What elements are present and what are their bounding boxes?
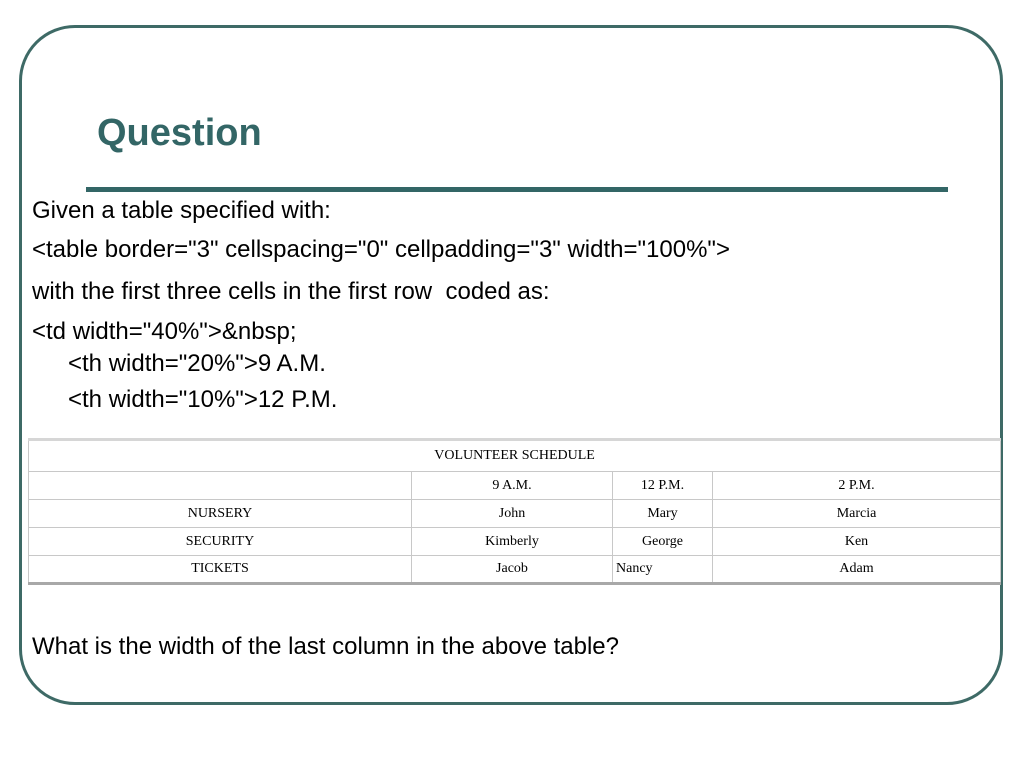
text-line-6: <th width="10%">12 P.M.: [68, 386, 338, 413]
slide-title: Question: [97, 112, 262, 154]
table-cell: George: [613, 528, 713, 556]
table-cell: Ken: [713, 528, 1001, 556]
table-row: [29, 528, 1001, 556]
text-line-2: <table border="3" cellspacing="0" cellpadding="3" width="100%">: [32, 236, 730, 263]
title-underline: [86, 187, 948, 192]
row-label-tickets: TICKETS: [29, 556, 412, 584]
table-row: [29, 556, 1001, 584]
header-cell-empty: [29, 472, 412, 500]
table-row: [29, 500, 1001, 528]
text-line-1: Given a table specified with:: [32, 197, 331, 224]
header-cell-2pm: 2 P.M.: [713, 472, 1001, 500]
table-cell: Jacob: [412, 556, 613, 584]
table-cell: Nancy: [613, 556, 713, 584]
table-cell: John: [412, 500, 613, 528]
table-caption-row: [29, 440, 1001, 472]
table-cell: Kimberly: [412, 528, 613, 556]
text-line-4: <td width="40%">&nbsp;: [32, 318, 297, 345]
row-label-security: SECURITY: [29, 528, 412, 556]
header-cell-12pm: 12 P.M.: [613, 472, 713, 500]
header-cell-9am: 9 A.M.: [412, 472, 613, 500]
text-line-3: with the first three cells in the first row coded as:: [32, 278, 550, 305]
question-text: What is the width of the last column in the above table?: [32, 633, 620, 660]
table-header-row: [29, 472, 1001, 500]
table-cell: Mary: [613, 500, 713, 528]
row-label-nursery: NURSERY: [29, 500, 412, 528]
table-cell: Marcia: [713, 500, 1001, 528]
table-cell: Adam: [713, 556, 1001, 584]
volunteer-schedule-table: [28, 438, 1001, 585]
table-caption: VOLUNTEER SCHEDULE: [29, 440, 1001, 472]
text-line-5: <th width="20%">9 A.M.: [68, 350, 326, 377]
